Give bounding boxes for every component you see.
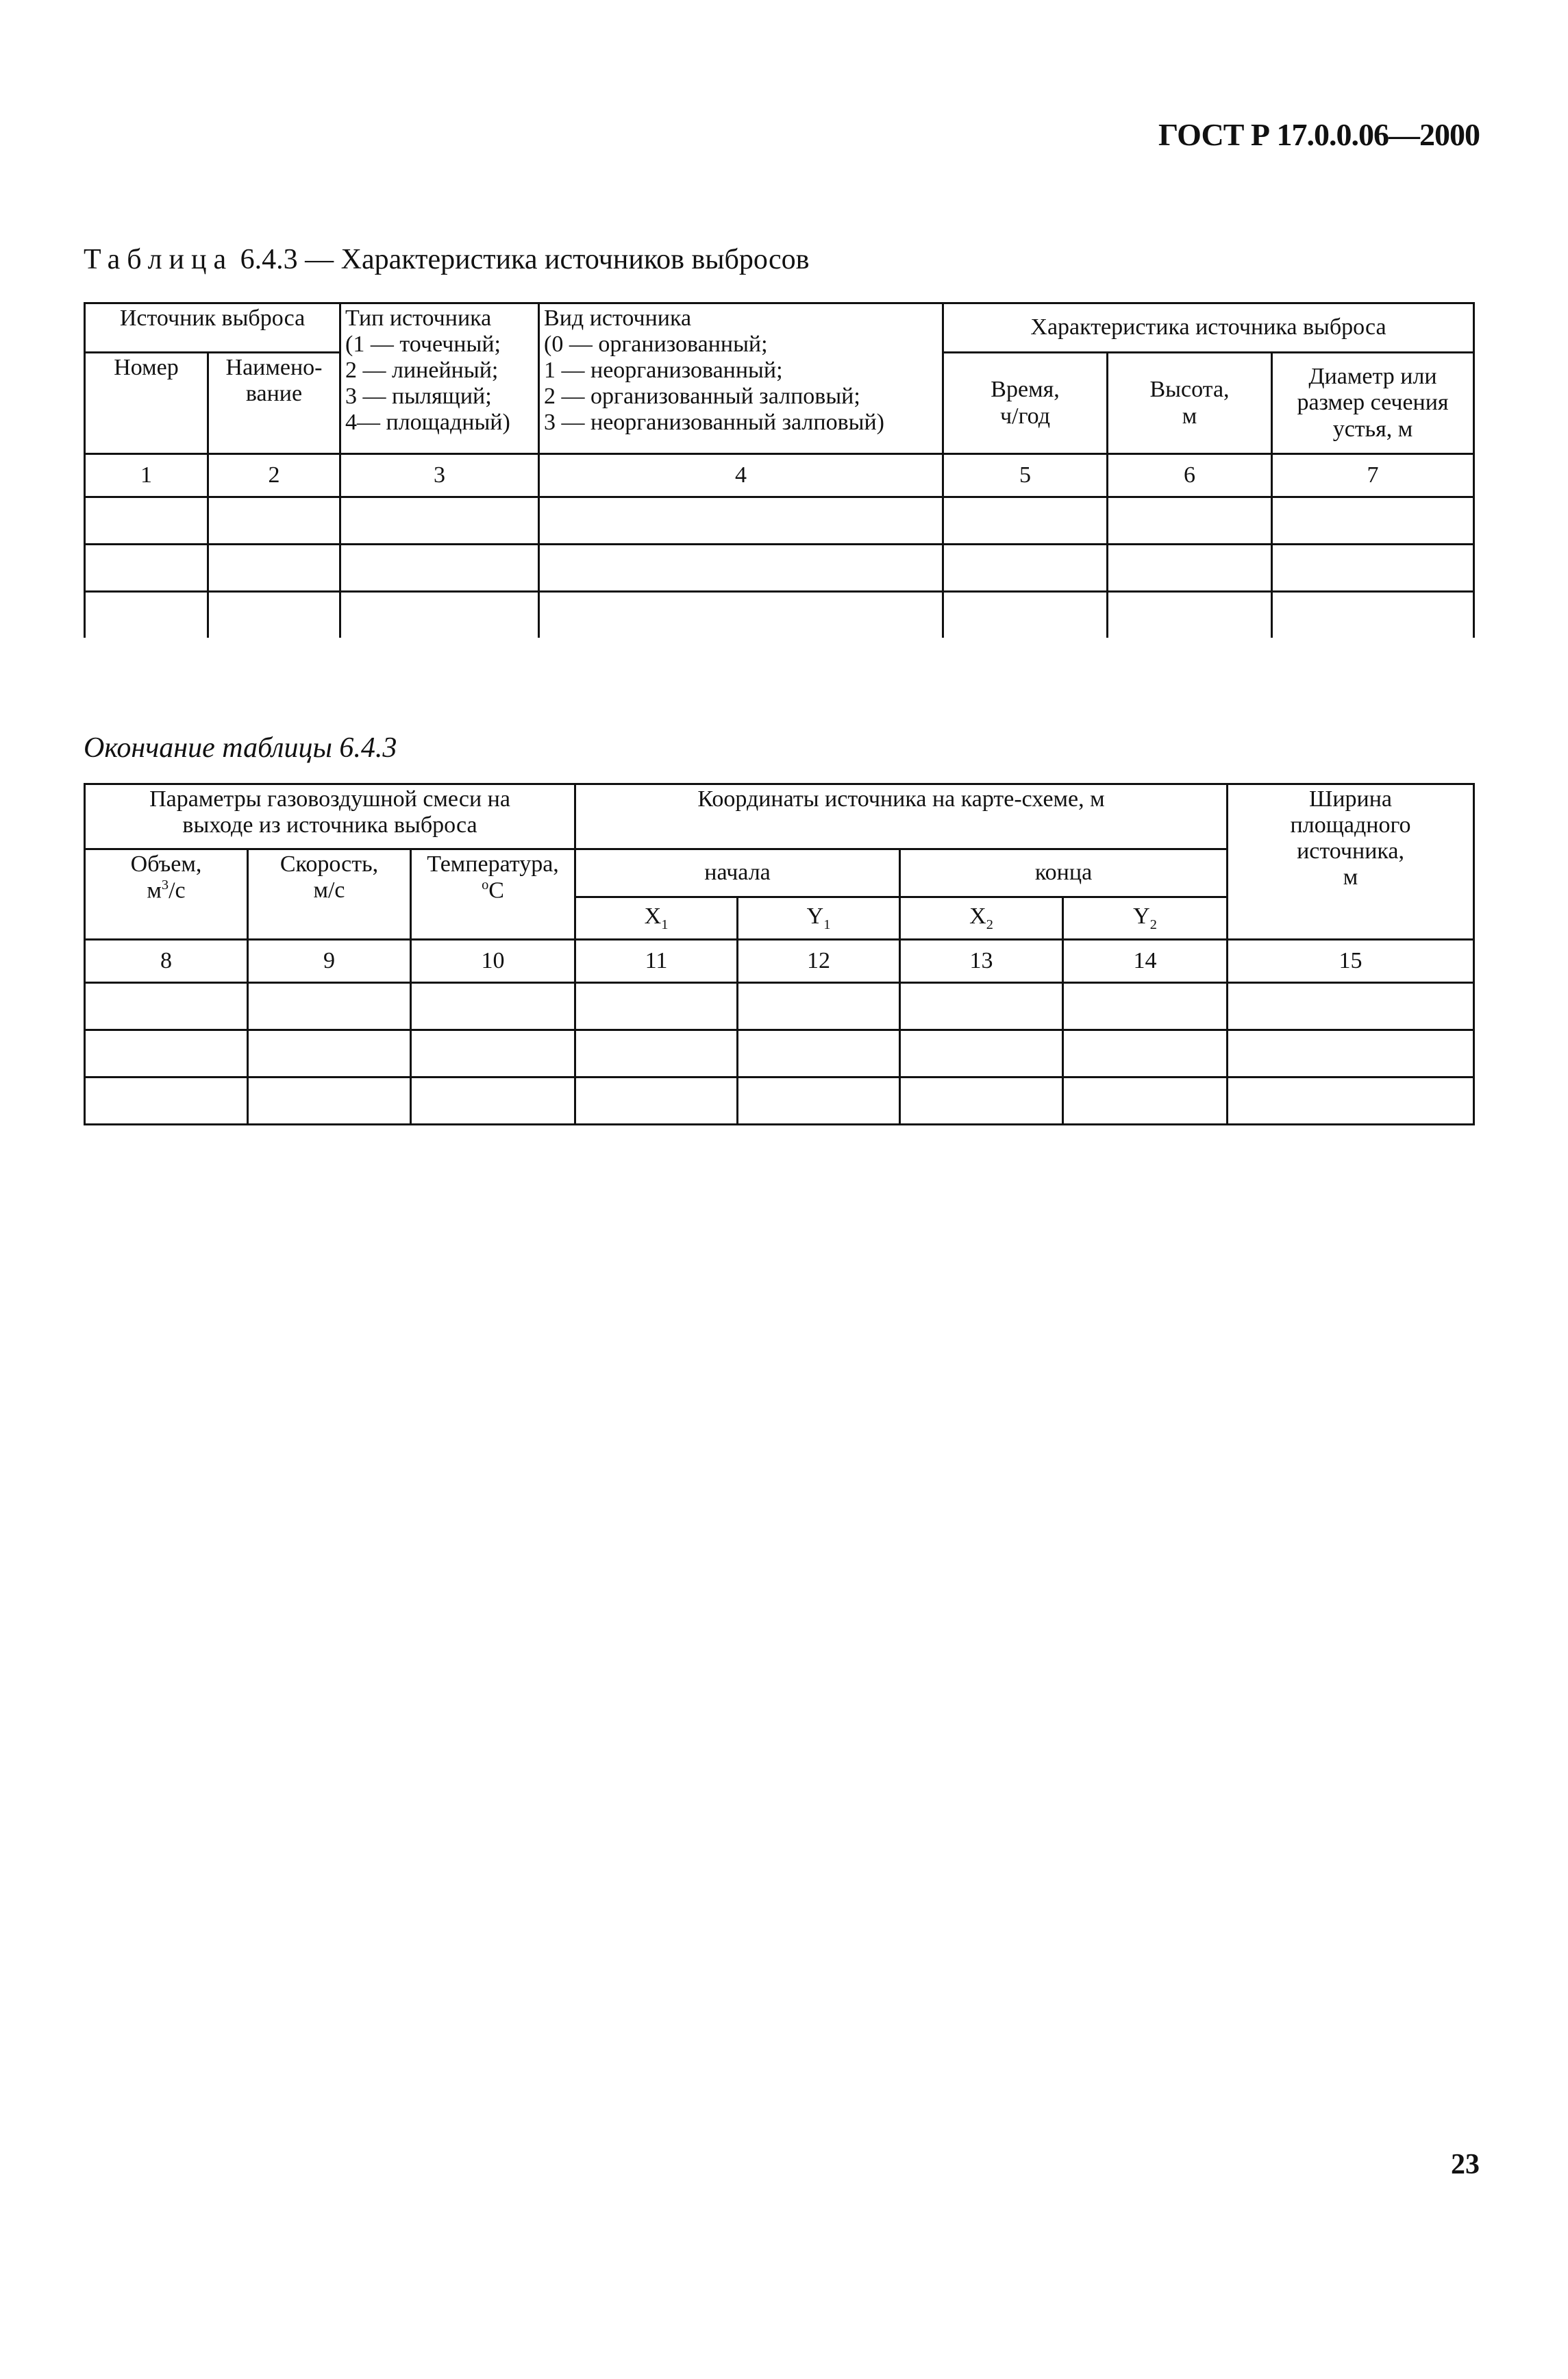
header-volume-label: Объем,: [130, 851, 202, 877]
header-temperature-label: Температура,: [427, 851, 559, 877]
empty-cell: [411, 983, 575, 1030]
header-source-kind: Вид источника (0 — организованный; 1 — неорганизованный; 2 — организованный залповый; 3 — неорганизованный залповый): [539, 303, 943, 454]
empty-cell: [248, 1030, 411, 1078]
empty-cell: [85, 1078, 248, 1125]
empty-cell: [738, 1078, 900, 1125]
empty-cell: [1063, 1078, 1228, 1125]
column-number: 15: [1228, 940, 1474, 983]
empty-cell: [575, 1030, 738, 1078]
column-number: 14: [1063, 940, 1228, 983]
column-number: 11: [575, 940, 738, 983]
header-number: Номер: [85, 353, 208, 454]
empty-cell: [208, 592, 340, 638]
x1-letter: X: [644, 904, 662, 930]
y1-letter: Y: [806, 904, 824, 930]
header-diameter: Диаметр или размер сечения устья, м: [1272, 353, 1474, 454]
empty-cell: [340, 497, 539, 545]
empty-cell: [85, 983, 248, 1030]
table-row: [85, 592, 1474, 638]
header-end: конца: [900, 849, 1228, 897]
column-number: 12: [738, 940, 900, 983]
empty-cell: [738, 1030, 900, 1078]
header-volume-unit-tail: /с: [169, 877, 186, 904]
empty-cell: [1272, 592, 1474, 638]
table-row: [85, 1078, 1474, 1125]
table-row: [85, 497, 1474, 545]
empty-cell: [943, 545, 1108, 592]
empty-cell: [411, 1078, 575, 1125]
continuation-title: Окончание таблицы 6.4.3: [84, 732, 397, 764]
empty-cell: [1228, 983, 1474, 1030]
header-source: Источник выброса: [85, 303, 340, 353]
column-number: 6: [1108, 454, 1272, 497]
empty-cell: [900, 983, 1063, 1030]
empty-cell: [1063, 983, 1228, 1030]
empty-cell: [208, 497, 340, 545]
empty-cell: [248, 983, 411, 1030]
empty-cell: [575, 983, 738, 1030]
header-y2: [1063, 897, 1228, 940]
column-number: 13: [900, 940, 1063, 983]
header-temperature-unit: С: [488, 877, 504, 904]
empty-cell: [943, 592, 1108, 638]
header-start: начала: [575, 849, 900, 897]
empty-cell: [1108, 592, 1272, 638]
empty-cell: [1228, 1078, 1474, 1125]
empty-cell: [575, 1078, 738, 1125]
header-source-type: Тип источника (1 — точечный; 2 — линейный; 3 — пылящий; 4— площадный): [340, 303, 539, 454]
empty-cell: [85, 1030, 248, 1078]
header-source-characteristics: Характеристика источника выброса: [943, 303, 1474, 353]
header-volume-unit: м: [147, 877, 162, 904]
empty-cell: [1272, 497, 1474, 545]
empty-cell: [539, 497, 943, 545]
table-title-text: 6.4.3 — Характеристика источников выбросов: [233, 244, 810, 275]
header-x2: [900, 897, 1063, 940]
table-row: [85, 983, 1474, 1030]
empty-cell: [340, 545, 539, 592]
header-coordinates: Координаты источника на карте-схеме, м: [575, 784, 1228, 849]
header-x1: [575, 897, 738, 940]
y2-subscript: 2: [1149, 917, 1157, 932]
empty-cell: [943, 497, 1108, 545]
header-time: Время, ч/год: [943, 353, 1108, 454]
table-row: [85, 545, 1474, 592]
empty-cell: [1228, 1030, 1474, 1078]
header-speed: Скорость, м/с: [248, 849, 411, 940]
emission-sources-table: [84, 302, 1475, 638]
column-number: 3: [340, 454, 539, 497]
x2-letter: X: [969, 904, 986, 930]
document-code: ГОСТ Р 17.0.0.06—2000: [1158, 117, 1480, 152]
empty-cell: [85, 592, 208, 638]
x2-subscript: 2: [986, 917, 993, 932]
emission-sources-table-continued: [84, 783, 1475, 1125]
empty-cell: [85, 497, 208, 545]
header-y1: [738, 897, 900, 940]
y2-letter: Y: [1133, 904, 1150, 930]
header-volume: [85, 849, 248, 940]
column-number: 4: [539, 454, 943, 497]
column-number: 8: [85, 940, 248, 983]
empty-cell: [411, 1030, 575, 1078]
page-number: 23: [1451, 2149, 1480, 2180]
header-height: Высота, м: [1108, 353, 1272, 454]
empty-cell: [1108, 497, 1272, 545]
column-number: 2: [208, 454, 340, 497]
column-number: 9: [248, 940, 411, 983]
x1-subscript: 1: [661, 917, 669, 932]
header-name: Наимено- вание: [208, 353, 340, 454]
empty-cell: [85, 545, 208, 592]
table-title: [84, 243, 809, 276]
empty-cell: [340, 592, 539, 638]
header-temperature: [411, 849, 575, 940]
empty-cell: [248, 1078, 411, 1125]
empty-cell: [900, 1078, 1063, 1125]
empty-cell: [539, 545, 943, 592]
header-gas-mixture-params: Параметры газовоздушной смеси на выходе из источника выброса: [85, 784, 575, 849]
empty-cell: [1063, 1030, 1228, 1078]
column-number: 5: [943, 454, 1108, 497]
header-volume-exponent: 3: [161, 877, 169, 893]
degree-sign: о: [482, 877, 489, 893]
column-number: 7: [1272, 454, 1474, 497]
table-row: [85, 1030, 1474, 1078]
empty-cell: [1272, 545, 1474, 592]
empty-cell: [208, 545, 340, 592]
empty-cell: [1108, 545, 1272, 592]
column-number: 10: [411, 940, 575, 983]
empty-cell: [738, 983, 900, 1030]
table-title-prefix: Таблица: [84, 244, 234, 275]
header-area-source-width: Ширина площадного источника, м: [1228, 784, 1474, 940]
empty-cell: [539, 592, 943, 638]
y1-subscript: 1: [823, 917, 831, 932]
column-number: 1: [85, 454, 208, 497]
empty-cell: [900, 1030, 1063, 1078]
